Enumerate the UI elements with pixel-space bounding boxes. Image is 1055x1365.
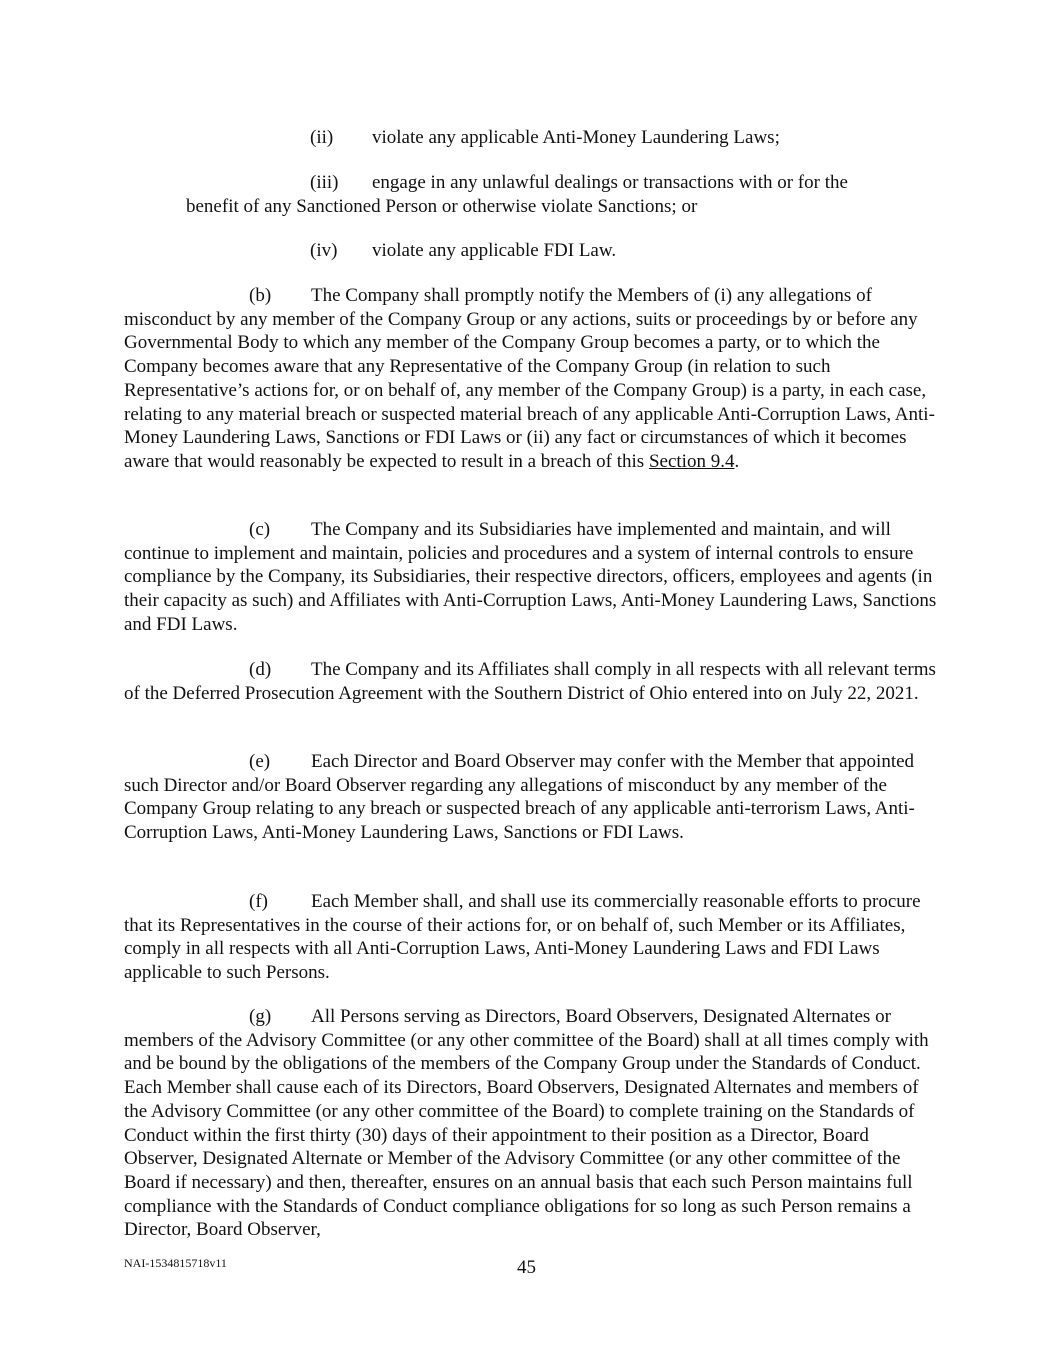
paragraph-e: [124, 750, 944, 845]
paragraph-b-text: The Company shall promptly notify the Members of (i) any allegations of misconduct by any member of the Company Group or any actions, suits or proceedings by or before any Governmental Body to which any member of the Company Group becomes a party, or to which the Company becomes aware that any Representative of the Company Group (in relation to such Representative’s actions for, or on behalf of, any member of the Company Group) is a party, in each case, relating to any material breach or suspected material breach of any applicable Anti-Corruption Laws, Anti-Money Laundering Laws, Sanctions or FDI Laws or (ii) any fact or circumstances of which it becomes aware that would reasonably be expected to result in a breach of this: [124, 285, 935, 472]
paragraph-b: [124, 284, 944, 474]
paragraph-b-label: (b): [249, 285, 272, 306]
paragraph-g-text: All Persons serving as Directors, Board Observers, Designated Alternates or members of the Advisory Committee (or any other committee of the Board) shall at all times comply with and be bound by the obligations of the members of the Company Group under the Standards of Conduct. Each Member shall cause each of its Directors, Board Observers, Designated Alternates and members of the Advisory Committee (or any other committee of the Board) to complete training on the Standards of Conduct within the first thirty (30) days of their appointment to their position as a Director, Board Observer, Designated Alternate or Member of the Advisory Committee (or any other committee of the Board if necessary) and then, thereafter, ensures on an annual basis that each such Person maintains full compliance with the Standards of Conduct compliance obligations for so long as such Person remains a Director, Board Observer,: [124, 1006, 929, 1241]
clause-iii-number: (iii): [310, 172, 339, 193]
clause-iii-continuation: benefit of any Sanctioned Person or otherwise violate Sanctions; or: [186, 196, 698, 217]
page-number: 45: [517, 1257, 536, 1278]
document-id: NAI-1534815718v11: [124, 1256, 227, 1270]
paragraph-g: [124, 1005, 944, 1242]
clause-ii: [310, 126, 780, 150]
clause-ii-text: violate any applicable Anti-Money Laundering Laws;: [372, 127, 780, 148]
paragraph-b-end: .: [734, 450, 740, 472]
paragraph-f-label: (f): [249, 891, 268, 912]
paragraph-f: [124, 890, 944, 985]
clause-iii: [310, 171, 848, 195]
clause-ii-number: (ii): [310, 127, 334, 148]
paragraph-c: [124, 518, 944, 637]
paragraph-d-text: The Company and its Affiliates shall comply in all respects with all relevant terms of the Deferred Prosecution Agreement with the Southern District of Ohio entered into on July 22, 2021.: [124, 659, 936, 704]
paragraph-c-label: (c): [249, 519, 271, 540]
paragraph-f-text: Each Member shall, and shall use its commercially reasonable efforts to procure that its Representatives in the course of their actions for, or on behalf of, such Member or its Affiliates, comply in all respects with all Anti-Corruption Laws, Anti-Money Laundering Laws and FDI Laws applicable to such Persons.: [124, 891, 921, 984]
paragraph-c-text: The Company and its Subsidiaries have implemented and maintain, and will continue to implement and maintain, policies and procedures and a system of internal controls to ensure compliance by the Company, its Subsidiaries, their respective directors, officers, employees and agents (in their capacity as such) and Affiliates with Anti-Corruption Laws, Anti-Money Laundering Laws, Sanctions and FDI Laws.: [124, 519, 937, 635]
paragraph-d-label: (d): [249, 659, 272, 680]
paragraph-d: [124, 658, 944, 705]
paragraph-e-text: Each Director and Board Observer may confer with the Member that appointed such Director and/or Board Observer regarding any allegations of misconduct by any member of the Company Group relating to any breach or suspected breach of any applicable anti-terrorism Laws, Anti-Corruption Laws, Anti-Money Laundering Laws, Sanctions or FDI Laws.: [124, 751, 915, 844]
paragraph-g-label: (g): [249, 1006, 272, 1027]
clause-iv: [310, 239, 616, 263]
clause-iv-number: (iv): [310, 240, 338, 261]
section-reference-link: Section 9.4: [648, 450, 735, 472]
clause-iii-text: engage in any unlawful dealings or transactions with or for the: [372, 172, 848, 193]
paragraph-e-label: (e): [249, 751, 271, 772]
clause-iv-text: violate any applicable FDI Law.: [372, 240, 617, 261]
